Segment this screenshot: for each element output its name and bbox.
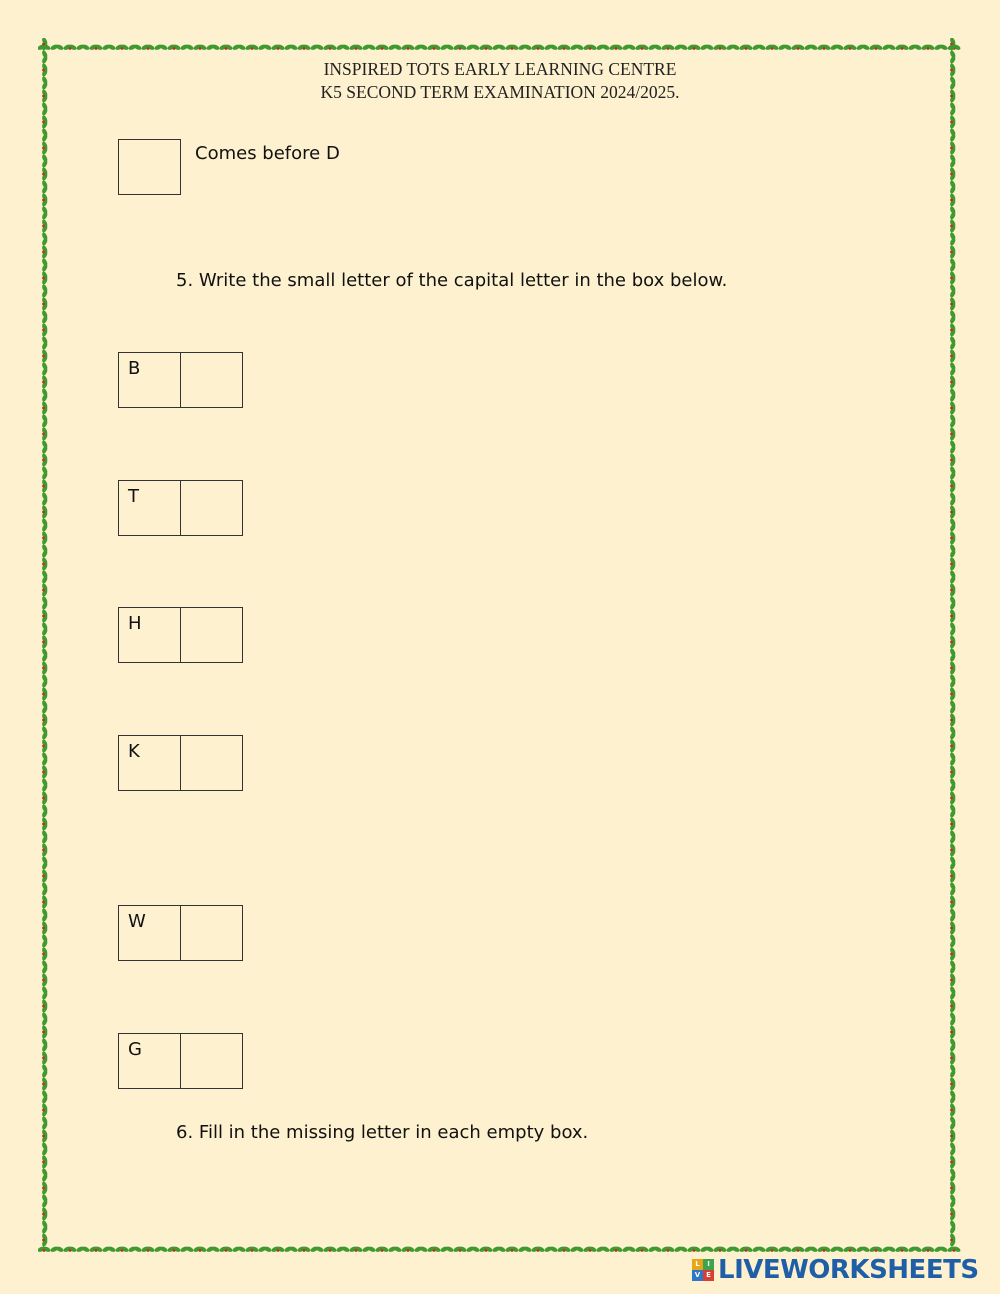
capital-letter: B: [128, 358, 141, 379]
capital-letter: T: [128, 486, 139, 507]
capital-letter: W: [128, 911, 146, 932]
capital-letter: H: [128, 613, 142, 634]
liveworksheets-logo-icon: L I V E: [692, 1259, 714, 1281]
small-letter-answer-box[interactable]: [180, 352, 243, 408]
small-letter-answer-box[interactable]: [180, 480, 243, 536]
letter-pair-row: [118, 1033, 242, 1089]
small-letter-answer-box[interactable]: [180, 1033, 243, 1089]
holly-border-bottom: [38, 1240, 962, 1256]
question-5-instruction: 5. Write the small letter of the capital letter in the box below.: [176, 270, 728, 291]
page-header: [0, 58, 1000, 104]
question-6-instruction: 6. Fill in the missing letter in each empty box.: [176, 1122, 589, 1143]
letter-pair-row: [118, 735, 242, 791]
school-name: INSPIRED TOTS EARLY LEARNING CENTRE: [323, 59, 677, 79]
capital-letter-cell: [118, 480, 181, 536]
capital-letter-cell: [118, 607, 181, 663]
capital-letter-cell: [118, 735, 181, 791]
small-letter-answer-box[interactable]: [180, 607, 243, 663]
capital-letter: G: [128, 1039, 142, 1060]
letter-pair-row: [118, 352, 242, 408]
capital-letter-cell: [118, 905, 181, 961]
small-letter-answer-box[interactable]: [180, 735, 243, 791]
letter-pair-row: [118, 905, 242, 961]
capital-letter-cell: [118, 1033, 181, 1089]
small-letter-answer-box[interactable]: [180, 905, 243, 961]
liveworksheets-logo: [692, 1255, 979, 1285]
letter-pair-row: [118, 607, 242, 663]
holly-border-left: [38, 38, 54, 1256]
capital-letter: K: [128, 741, 140, 762]
exam-title: K5 SECOND TERM EXAMINATION 2024/2025.: [320, 82, 680, 102]
answer-box-comes-before[interactable]: [118, 139, 181, 195]
liveworksheets-logo-text: LIVEWORKSHEETS: [718, 1255, 979, 1285]
letter-pair-row: [118, 480, 242, 536]
holly-border-top: [38, 38, 962, 54]
capital-letter-cell: [118, 352, 181, 408]
holly-border-right: [946, 38, 962, 1256]
question-comes-before-d: Comes before D: [195, 143, 340, 164]
